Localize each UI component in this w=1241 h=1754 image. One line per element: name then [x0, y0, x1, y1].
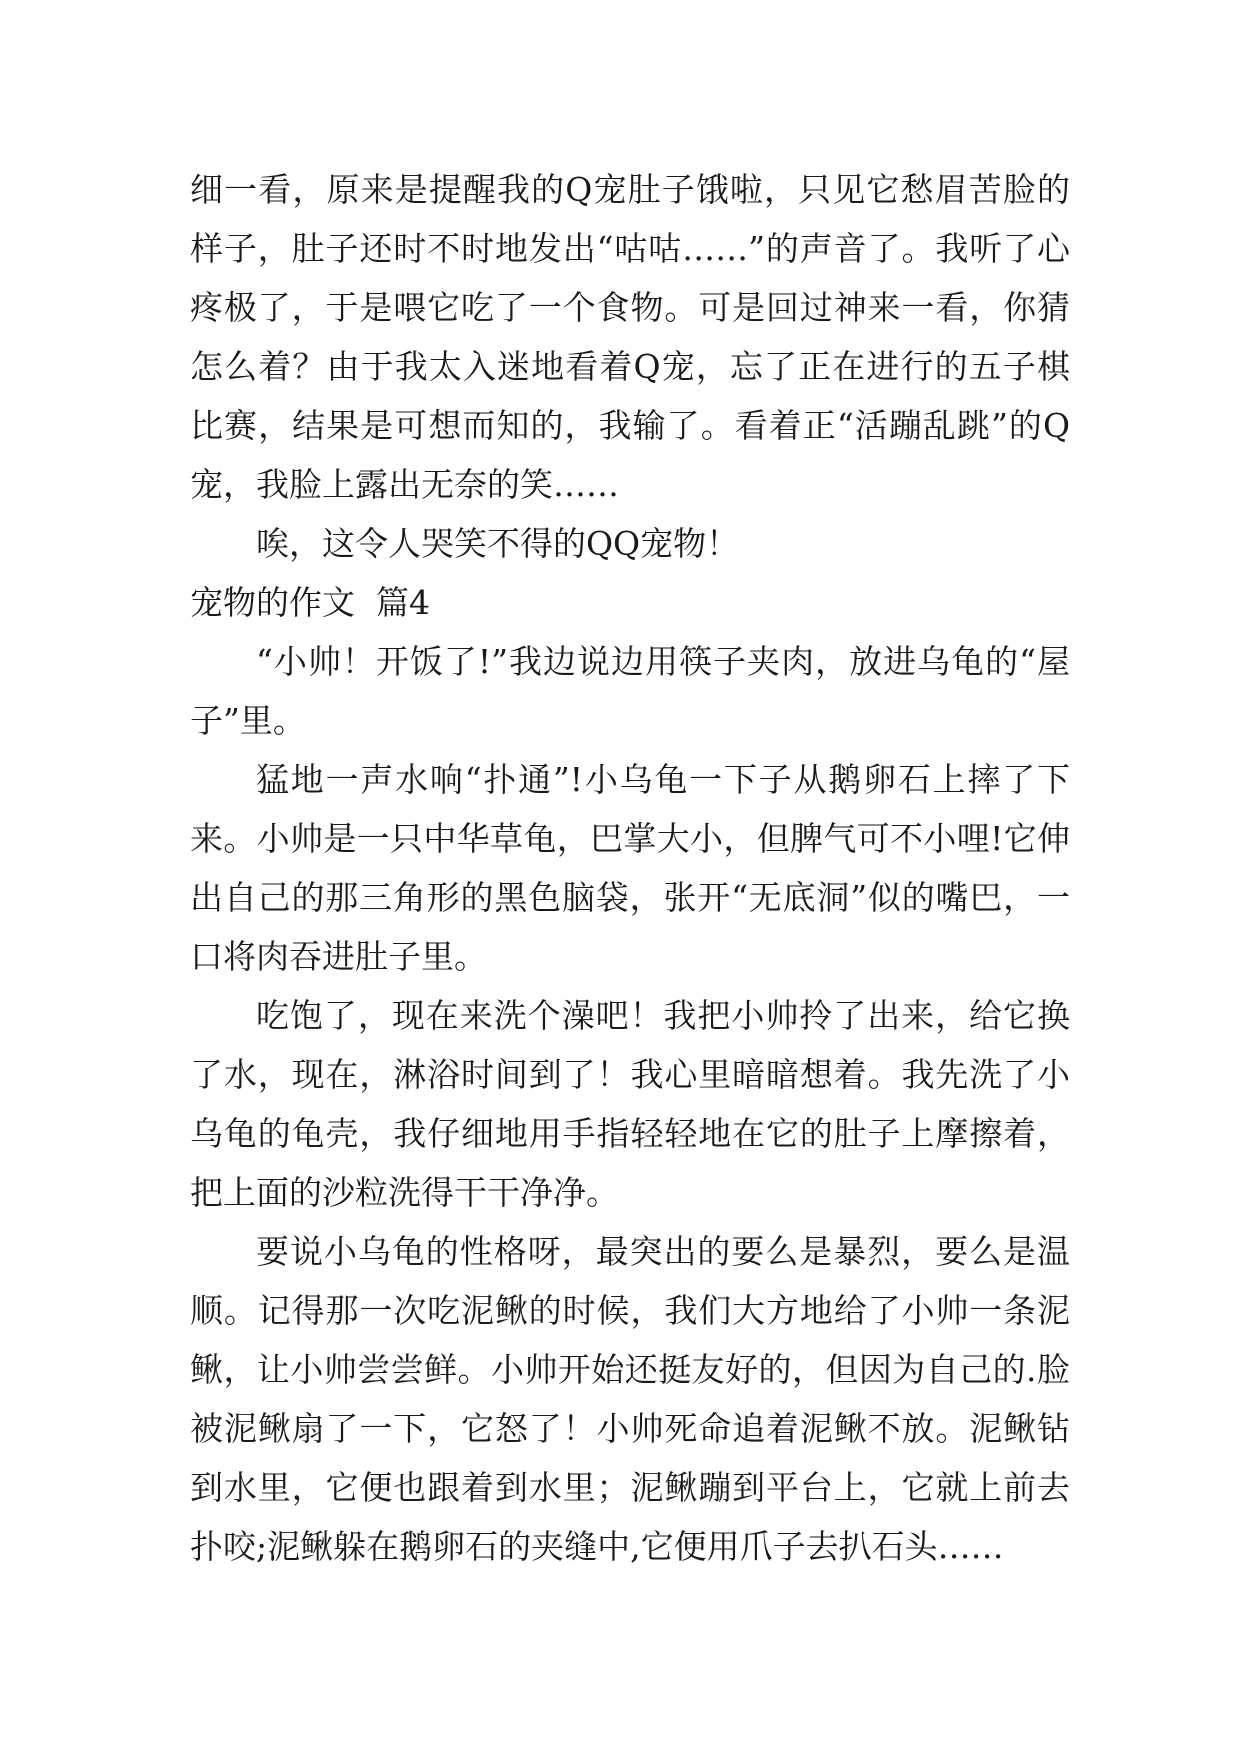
paragraph-turtle-eating: 猛地一声水响“扑通”!小乌龟一下子从鹅卵石上摔了下来。小帅是一只中华草龟，巴掌大小，但脾气可不小哩!它伸出自己的那三角形的黑色脑袋，张开“无底洞”似的嘴巴，一口将肉吞进肚子里。 [190, 760, 1070, 976]
paragraph-exclamation: 唉，这令人哭笑不得的QQ宠物！ [256, 524, 740, 563]
paragraph-dinner-call: “小帅！开饭了!”我边说边用筷子夹肉，放进乌龟的“屋子”里。 [190, 642, 1070, 740]
paragraph-continuation: 细一看，原来是提醒我的Q宠肚子饿啦，只见它愁眉苦脸的样子，肚子还时不时地发出“咕咕……”的声音了。我听了心疼极了，于是喂它吃了一个食物。可是回过神来一看，你猜怎么着？由于我太入迷地看着Q宠，忘了正在进行的五子棋比赛，结果是可想而知的，我输了。看着正“活蹦乱跳”的Q宠，我脸上露出无奈的笑…… [190, 170, 1070, 504]
article-body [190, 160, 1070, 1576]
paragraph-bath-time: 吃饱了，现在来洗个澡吧！我把小帅拎了出来，给它换了水，现在，淋浴时间到了！我心里暗暗想着。我先洗了小乌龟的龟壳，我仔细地用手指轻轻地在它的肚子上摩擦着，把上面的沙粒洗得干干净净。 [190, 996, 1070, 1212]
section-heading: 宠物的作文 篇4 [190, 583, 430, 622]
paragraph-turtle-temper: 要说小乌龟的性格呀，最突出的要么是暴烈，要么是温顺。记得那一次吃泥鳅的时候，我们大方地给了小帅一条泥鳅，让小帅尝尝鲜。小帅开始还挺友好的，但因为自己的.脸被泥鳅扇了一下，它怒了！小帅死命追着泥鳅不放。泥鳅钻到水里，它便也跟着到水里；泥鳅蹦到平台上，它就上前去扑咬;泥鳅躲在鹅卵石的夹缝中,它便用爪子去扒石头…… [190, 1232, 1070, 1566]
